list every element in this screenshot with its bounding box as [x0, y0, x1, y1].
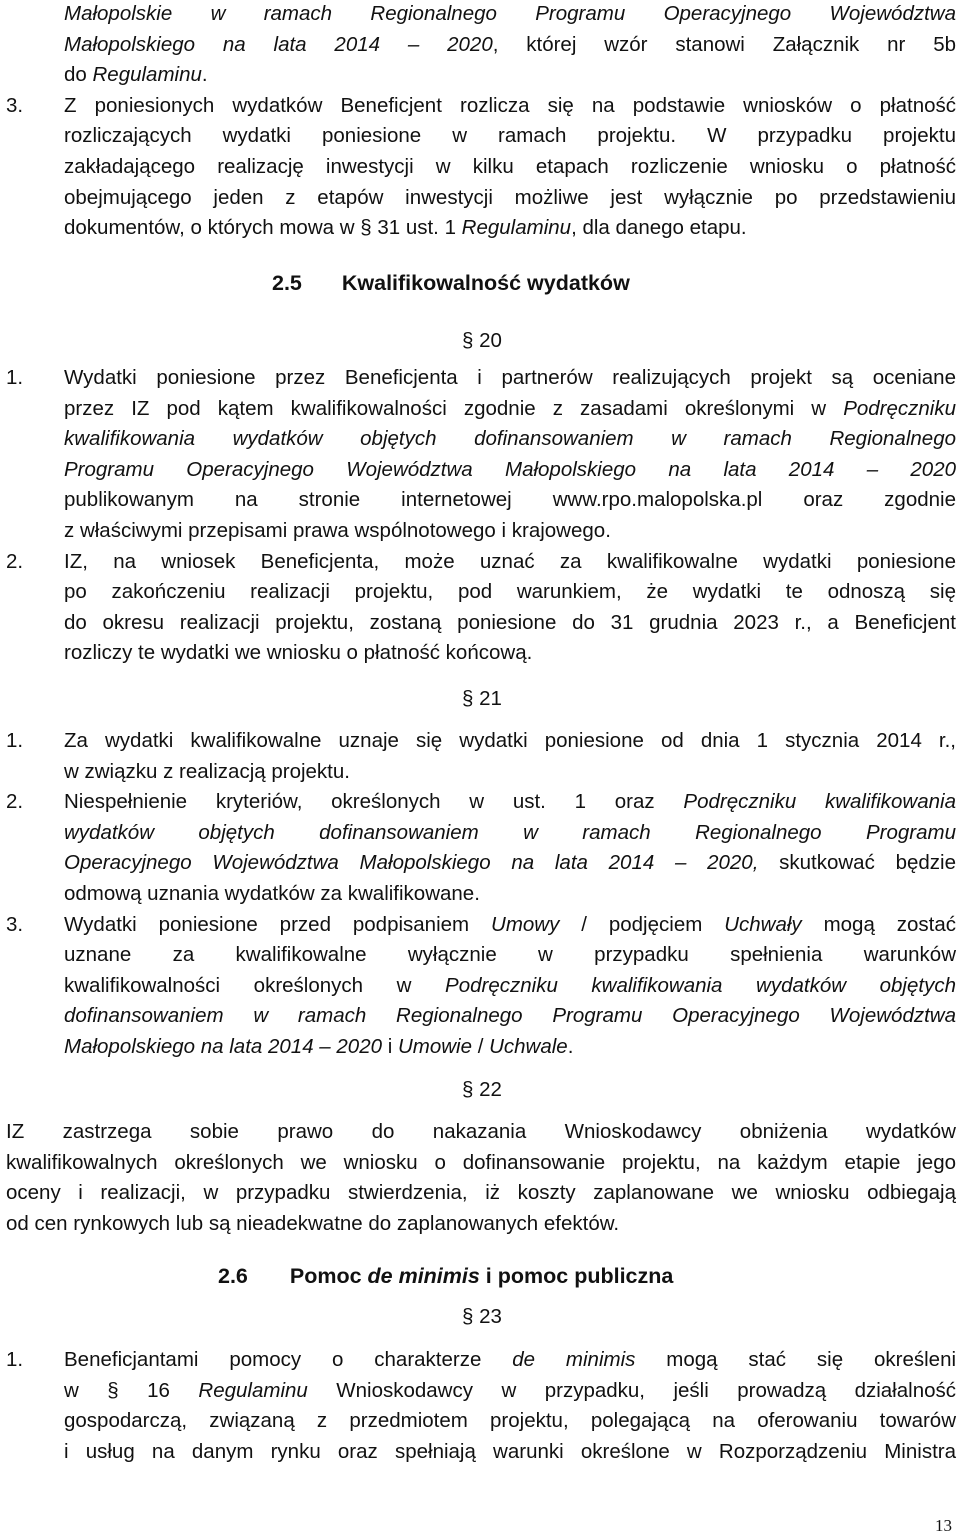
line-text [64, 424, 956, 454]
italic-text: Programu Operacyjnego Województwa Małopolskiego na lata 2014 – 2020 [64, 457, 956, 481]
text-line [0, 152, 960, 182]
text-run: od cen rynkowych lub są nieadekwatne do zaplanowanych efektów. [6, 1211, 620, 1235]
italic-text: Uchwale [489, 1035, 568, 1058]
text-line [0, 60, 960, 90]
line-text [64, 547, 956, 577]
text-line [0, 1209, 960, 1239]
text-run: mogą zostać [801, 912, 956, 936]
italic-text: Uchwały [724, 912, 802, 936]
section-title-part: de minimis [367, 1264, 480, 1288]
text-run: . [201, 63, 208, 87]
text-run: skutkować będzie [758, 851, 956, 875]
line-text [64, 485, 956, 515]
line-text [64, 455, 956, 485]
section-title-part: i pomoc publiczna [479, 1264, 674, 1288]
text-line [0, 1345, 960, 1375]
italic-text: Umowy [491, 912, 560, 936]
line-text [64, 787, 956, 817]
text-run: po zakończeniu realizacji projektu, pod warunkiem, że wydatki te odnoszą się [64, 580, 956, 604]
text-run: IZ, na wniosek Beneficjenta, może uznać za kwalifikowalne wydatki poniesione [64, 549, 956, 573]
paragraph-mark-20: § 20 [462, 329, 502, 352]
text-run: kwalifikowalności określonych w [64, 973, 446, 997]
text-line [0, 757, 960, 787]
paragraph-mark-22: § 22 [462, 1078, 502, 1101]
text-run: mogą stać się określeni [635, 1348, 957, 1371]
text-run: do [64, 63, 93, 87]
text-line [0, 394, 960, 424]
text-line [0, 1001, 960, 1031]
line-text [64, 363, 956, 393]
text-run: rozliczających wydatki poniesione w ramach projektu. W przypadku projektu [64, 124, 956, 148]
list-number: 1. [6, 366, 24, 389]
text-run: w związku z realizacją projektu. [64, 759, 350, 783]
italic-text: Regulaminu [92, 63, 202, 87]
line-text [6, 1117, 956, 1147]
line-text [64, 152, 956, 182]
italic-text: Podręczniku [843, 396, 956, 420]
italic-text: de minimis [512, 1348, 636, 1371]
line-text [64, 1345, 956, 1375]
list-number: 3. [6, 93, 24, 117]
list-number: 3. [6, 912, 24, 936]
line-text [64, 1032, 956, 1062]
text-line [0, 485, 960, 515]
line-text [6, 1148, 956, 1178]
line-text [64, 1376, 956, 1406]
line-text [64, 91, 956, 121]
line-text [64, 726, 956, 756]
line-text [64, 879, 956, 909]
text-run: do okresu realizacji projektu, zostaną poniesione do 31 grudnia 2023 r., a Beneficjent [64, 610, 956, 634]
text-run: kwalifikowalnych określonych we wniosku o dofinansowanie projektu, na każdym etapie jego [6, 1150, 956, 1174]
text-line [0, 547, 960, 577]
text-line [0, 424, 960, 454]
text-run: rozliczy te wydatki we wniosku o płatność końcową. [64, 641, 533, 665]
text-run: Wydatki poniesione przez Beneficjenta i partnerów realizujących projekt są oceniane [64, 366, 956, 389]
text-line [0, 455, 960, 485]
text-run: obejmującego jeden z etapów inwestycji możliwe jest wyłącznie po przedstawieniu [64, 185, 956, 209]
section-title-part: Pomoc [289, 1264, 368, 1288]
text-run: oceny i realizacji, w przypadku stwierdzenia, iż koszty zaplanowane we wniosku odbiegają [6, 1181, 956, 1205]
text-line [0, 1406, 960, 1436]
text-run: Wnioskodawcy w przypadku, jeśli prowadzą działalność [307, 1378, 956, 1402]
line-text [64, 1406, 956, 1436]
text-run: Z poniesionych wydatków Beneficjent rozlicza się na podstawie wniosków o płatność [64, 93, 956, 117]
text-line [0, 30, 960, 60]
text-line [0, 213, 960, 243]
italic-text: Podręczniku kwalifikowania [683, 790, 956, 814]
text-line [0, 940, 960, 970]
section-number: 2.5 [272, 271, 302, 295]
line-text [64, 757, 956, 787]
line-text [64, 213, 956, 243]
text-run: / [472, 1035, 490, 1058]
text-line [0, 879, 960, 909]
text-run: dokumentów, o których mowa w § 31 ust. 1 [64, 216, 462, 240]
paragraph-mark-21: § 21 [462, 687, 502, 710]
italic-text: kwalifikowania wydatków objętych dofinansowaniem w ramach Regionalnego [64, 427, 956, 451]
text-line [0, 848, 960, 878]
text-line [0, 121, 960, 151]
italic-text: Podręczniku kwalifikowania wydatków objętych [445, 973, 956, 997]
text-run: , dla danego etapu. [571, 216, 747, 240]
text-run: z właściwymi przepisami prawa wspólnotowego i krajowego. [64, 519, 611, 542]
paragraph-mark-23: § 23 [462, 1305, 502, 1328]
text-run: / podjęciem [559, 912, 725, 936]
text-run: zakładającego realizację inwestycji w kilku etapach rozliczenie wniosku o płatność [64, 155, 956, 178]
text-line [0, 787, 960, 817]
line-text [64, 940, 956, 970]
text-run: i usług na danym rynku oraz spełniają warunki określone w Rozporządzeniu Ministra [64, 1439, 956, 1463]
text-run: odmową uznania wydatków za kwalifikowane. [64, 882, 480, 905]
text-run: publikowanym na stronie internetowej www.rpo.malopolska.pl oraz zgodnie [64, 488, 956, 512]
italic-text: Regulaminu [461, 216, 572, 240]
section-heading-2-6 [218, 1261, 673, 1291]
text-line [0, 608, 960, 638]
text-line [0, 91, 960, 121]
line-text [64, 971, 956, 1001]
list-number: 2. [6, 790, 24, 814]
line-text [6, 1178, 956, 1208]
line-text [64, 608, 956, 638]
text-line [0, 577, 960, 607]
italic-text: wydatków objętych dofinansowaniem w ramach Regionalnego Programu [64, 820, 956, 844]
italic-text: dofinansowaniem w ramach Regionalnego Programu Operacyjnego Województwa [64, 1004, 956, 1028]
line-text [64, 1437, 956, 1467]
line-text [64, 638, 956, 668]
line-text [64, 183, 956, 213]
text-run: IZ zastrzega sobie prawo do nakazania Wnioskodawcy obniżenia wydatków [6, 1120, 956, 1143]
line-text [64, 60, 956, 90]
text-line [0, 910, 960, 940]
italic-text: Małopolskiego na lata 2014 – 2020 [64, 1035, 382, 1058]
text-run: Za wydatki kwalifikowalne uznaje się wydatki poniesione od dnia 1 stycznia 2014 r., [64, 729, 956, 752]
text-run: uznane za kwalifikowalne wyłącznie w przypadku spełnienia warunków [64, 943, 956, 967]
text-run: Niespełnienie kryteriów, określonych w ust. 1 oraz [64, 790, 684, 814]
text-run: Beneficjantami pomocy o charakterze [64, 1348, 513, 1371]
line-text [64, 1001, 956, 1031]
section-number: 2.6 [218, 1264, 248, 1288]
text-line [0, 1032, 960, 1062]
text-line [0, 363, 960, 393]
italic-text: Małopolskie w ramach Regionalnego Programu Operacyjnego Województwa [64, 2, 956, 25]
line-text [64, 577, 956, 607]
text-run: Wydatki poniesione przed podpisaniem [64, 912, 492, 936]
italic-text: Operacyjnego Województwa Małopolskiego na lata 2014 – 2020, [64, 851, 759, 875]
italic-text: Regulaminu [198, 1378, 308, 1402]
text-line [0, 818, 960, 848]
line-text [64, 848, 956, 878]
italic-text: Małopolskiego na lata 2014 – 2020 [64, 32, 493, 56]
line-text [64, 0, 956, 29]
line-text [64, 818, 956, 848]
text-line [0, 1148, 960, 1178]
line-text [64, 30, 956, 60]
text-run: . [567, 1035, 574, 1058]
text-run: i [382, 1035, 398, 1058]
text-line [0, 1117, 960, 1147]
text-run: w § 16 [64, 1378, 199, 1402]
page-number: 13 [935, 1516, 952, 1535]
section-title: Kwalifikowalność wydatków [341, 271, 630, 295]
text-run: , której wzór stanowi Załącznik nr 5b [492, 32, 956, 56]
text-line [0, 638, 960, 668]
text-line [0, 1178, 960, 1208]
text-line [0, 183, 960, 213]
list-number: 1. [6, 729, 24, 752]
line-text [6, 1209, 956, 1239]
line-text [64, 910, 956, 940]
text-line [0, 726, 960, 756]
text-line [0, 1437, 960, 1467]
text-line [0, 516, 960, 546]
line-text [64, 516, 956, 546]
line-text [64, 121, 956, 151]
text-run: gospodarczą, związaną z przedmiotem projektu, polegającą na oferowaniu towarów [64, 1409, 956, 1433]
list-number: 2. [6, 549, 24, 573]
text-line [0, 1376, 960, 1406]
italic-text: Umowie [397, 1035, 472, 1058]
section-heading-2-5 [272, 268, 630, 298]
text-line [0, 0, 960, 29]
text-line [0, 971, 960, 1001]
text-run: przez IZ pod kątem kwalifikowalności zgodnie z zasadami określonymi w [64, 396, 844, 420]
line-text [64, 394, 956, 424]
list-number: 1. [6, 1348, 24, 1371]
